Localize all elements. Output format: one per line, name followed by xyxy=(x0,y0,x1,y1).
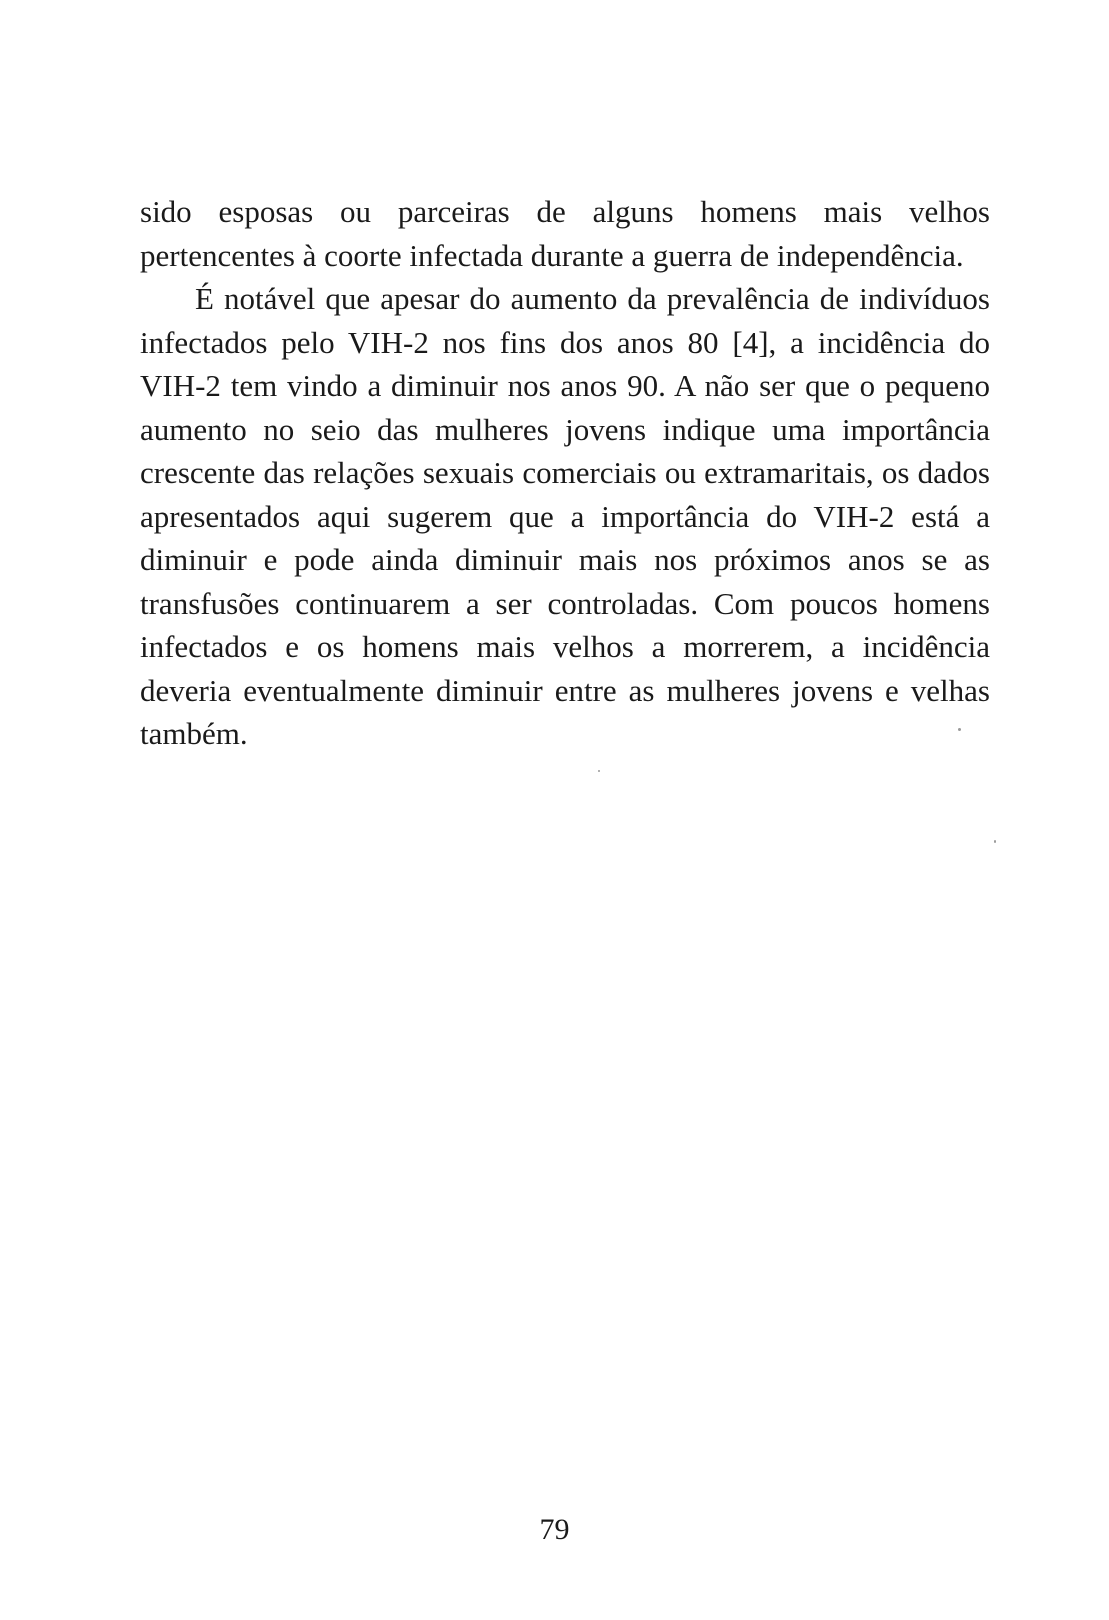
body-text xyxy=(140,190,990,756)
page-number: 79 xyxy=(539,1513,570,1546)
scan-speck xyxy=(958,728,961,731)
paragraph-continuation: sido esposas ou parceiras de alguns homens mais velhos pertencentes à coorte infectada durante a guerra de independência. xyxy=(140,194,990,273)
scan-speck xyxy=(598,770,600,772)
scan-speck xyxy=(994,840,996,843)
paragraph-main: É notável que apesar do aumento da prevalência de indivíduos infectados pelo VIH-2 nos fins dos anos 80 [4], a incidência do VIH-2 tem vindo a diminuir nos anos 90. A não ser que o pequeno aumento no seio das mulheres jovens indique uma importância crescente das relações sexuais comerciais ou extramaritais, os dados apresentados aqui sugerem que a importância do VIH-2 está a diminuir e pode ainda diminuir mais nos próximos anos se as transfusões continuarem a ser controladas. Com poucos homens infectados e os homens mais velhos a morrerem, a incidência deveria eventualmente diminuir entre as mulheres jovens e velhas também. xyxy=(140,281,990,751)
